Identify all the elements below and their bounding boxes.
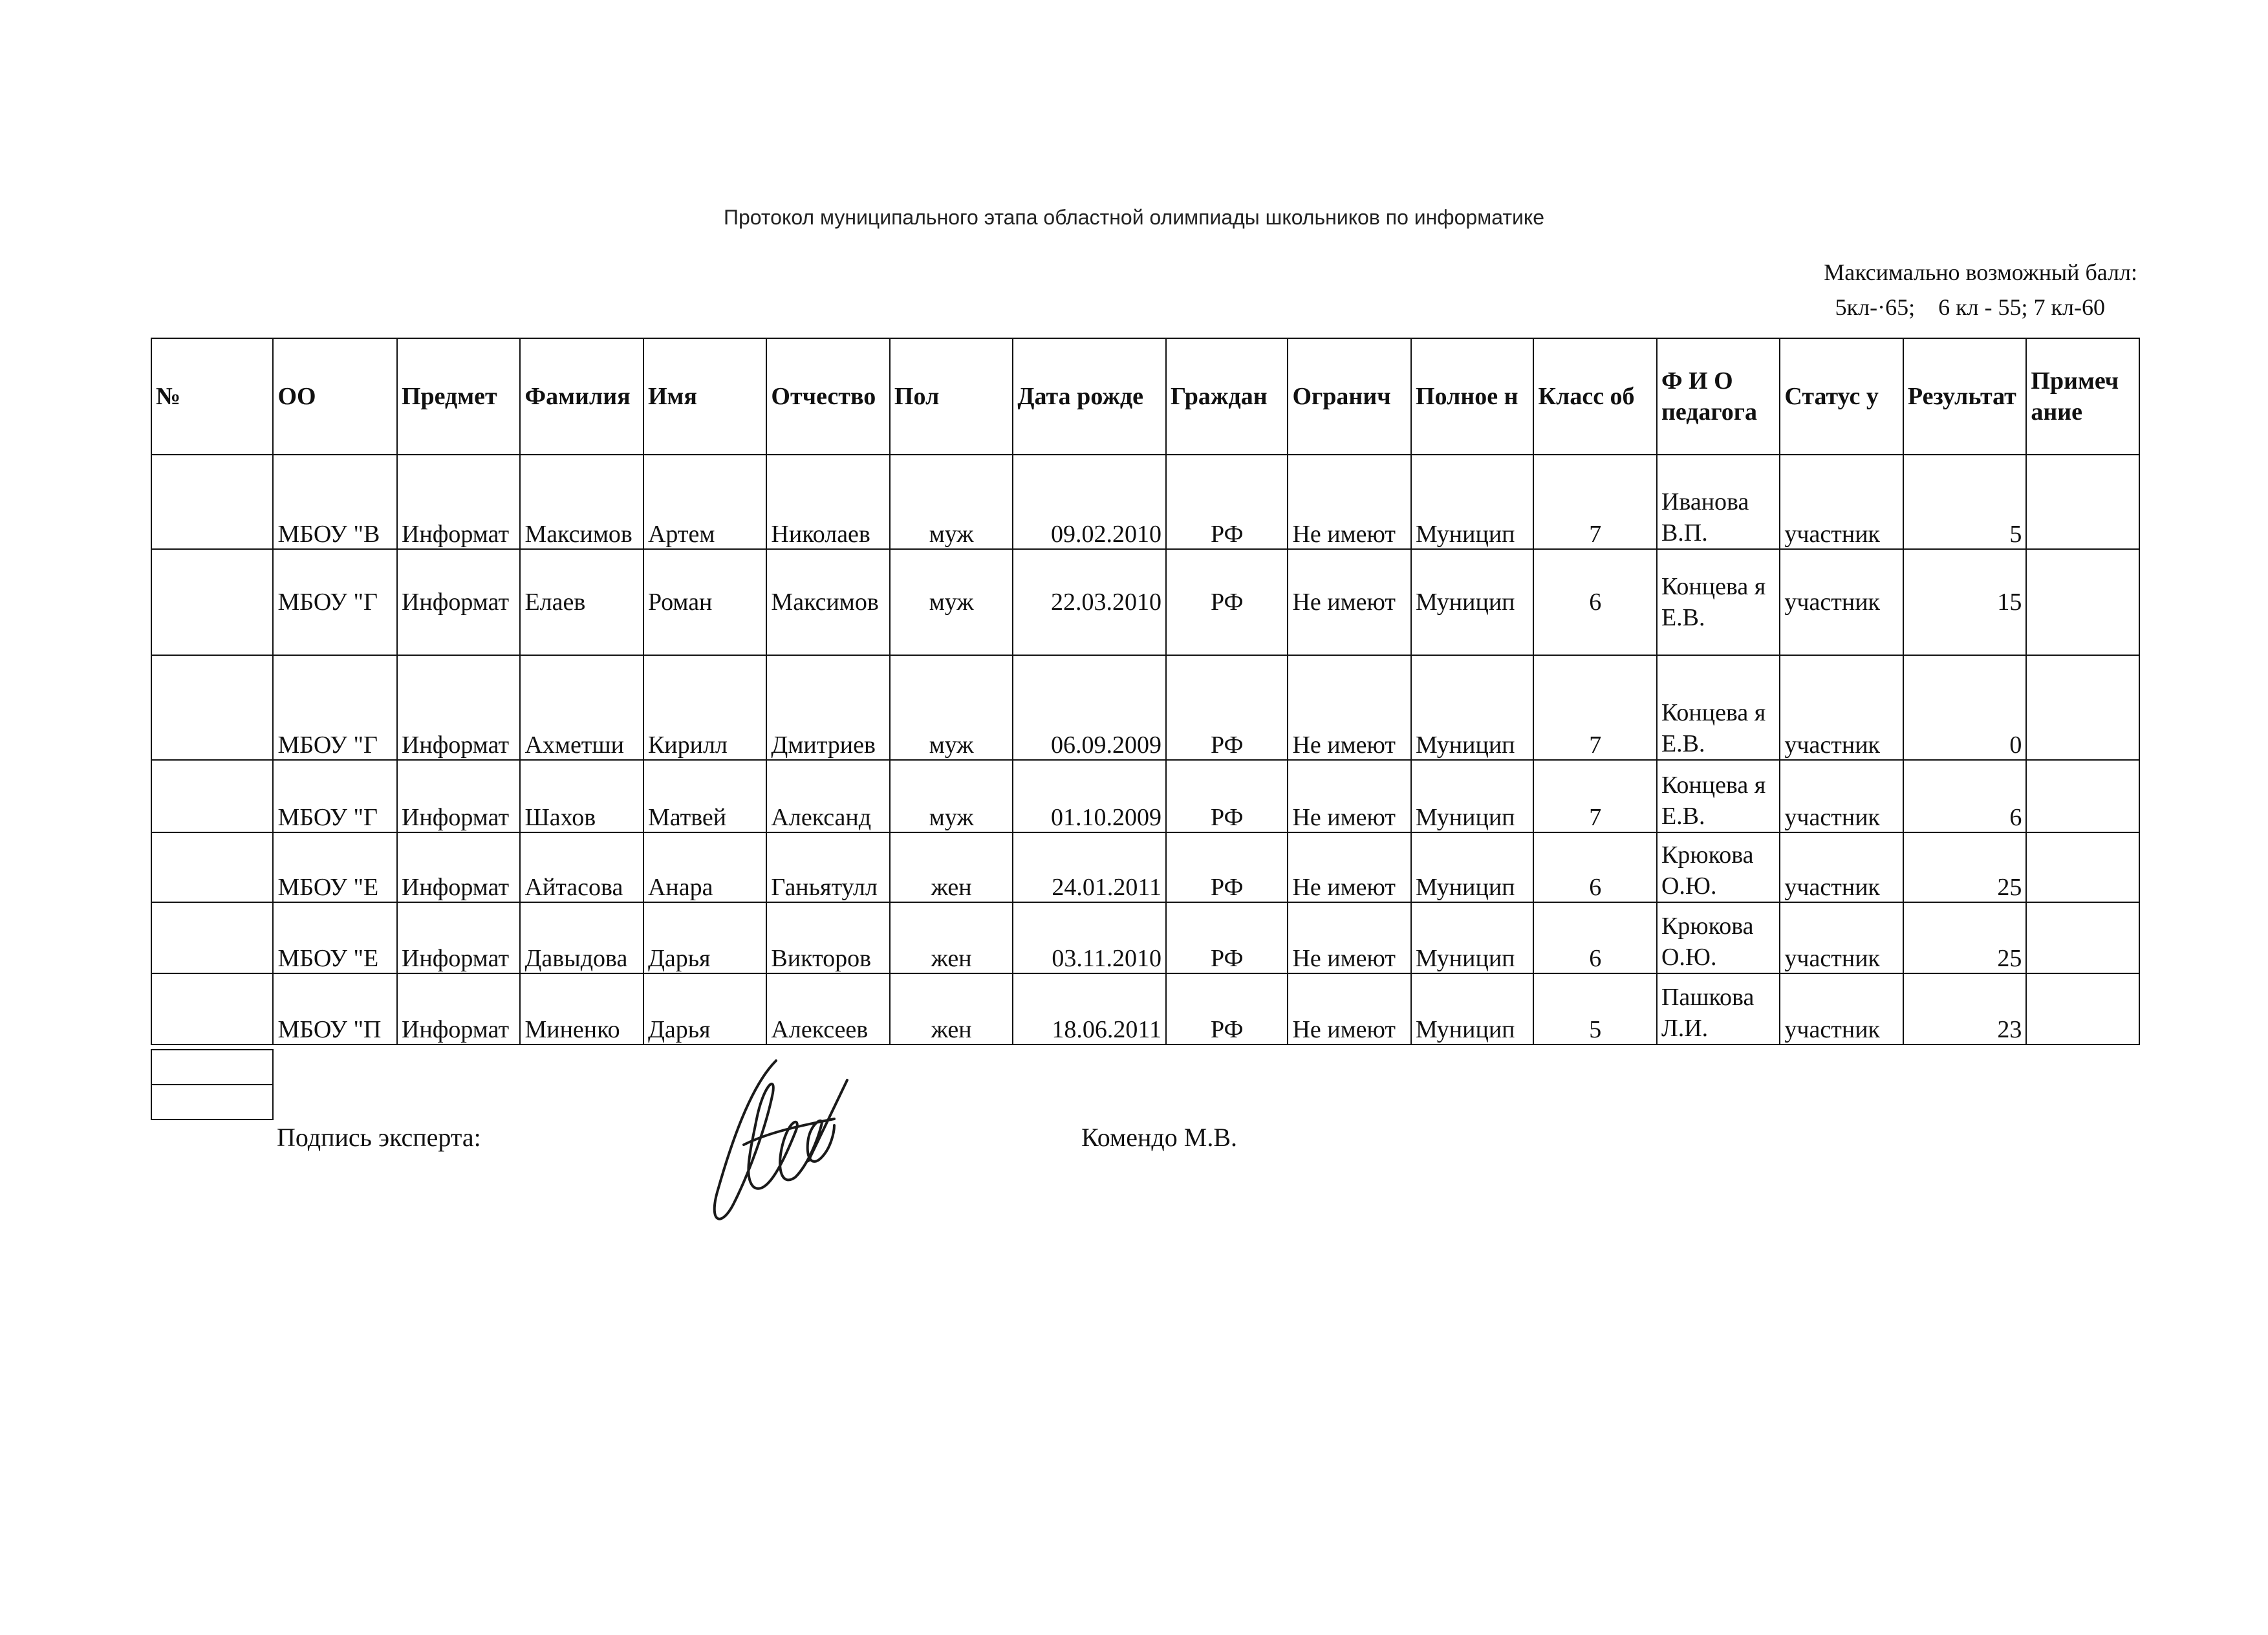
cell-num [151,902,273,973]
cell-limits: Не имеют [1288,549,1410,655]
cell-limits: Не имеют [1288,902,1410,973]
cell-name: Артем [643,455,766,549]
cell-citizenship: РФ [1166,902,1288,973]
cell-num [151,973,273,1045]
cell-name: Роман [643,549,766,655]
cell-fullname: Муницип [1411,973,1533,1045]
cell-patronymic: Александ [766,760,889,832]
expert-signature [705,1048,854,1235]
cell-fullname: Муницип [1411,902,1533,973]
cell-result: 25 [1903,902,2026,973]
table-row [151,455,2139,549]
cell-limits: Не имеют [1288,760,1410,832]
cell-teacher: Концева я Е.В. [1657,760,1780,832]
cell-citizenship: РФ [1166,832,1288,902]
cell-result: 23 [1903,973,2026,1045]
col-header-num: № [151,338,273,455]
cell-teacher: Пашкова Л.И. [1657,973,1780,1045]
cell-surname: Айтасова [520,832,643,902]
cell-patronymic: Максимов [766,549,889,655]
empty-cell [151,1085,273,1120]
cell-subject: Информат [397,832,520,902]
cell-num [151,655,273,760]
max-score-block [1685,255,2137,325]
cell-status: участник [1780,832,1903,902]
cell-fullname: Муницип [1411,549,1533,655]
cell-birthdate: 24.01.2011 [1013,832,1166,902]
cell-oo: МБОУ "Е [273,902,396,973]
cell-grade: 6 [1533,902,1656,973]
cell-num [151,455,273,549]
cell-name: Дарья [643,973,766,1045]
cell-citizenship: РФ [1166,455,1288,549]
col-header-sex: Пол [890,338,1013,455]
cell-birthdate: 22.03.2010 [1013,549,1166,655]
cell-limits: Не имеют [1288,455,1410,549]
cell-status: участник [1780,902,1903,973]
cell-fullname: Муницип [1411,655,1533,760]
cell-subject: Информат [397,655,520,760]
cell-limits: Не имеют [1288,655,1410,760]
cell-note [2026,973,2139,1045]
cell-patronymic: Дмитриев [766,655,889,760]
cell-teacher: Иванова В.П. [1657,455,1780,549]
header-row [151,338,2139,455]
cell-birthdate: 18.06.2011 [1013,973,1166,1045]
cell-name: Анара [643,832,766,902]
cell-oo: МБОУ "Г [273,549,396,655]
table-row [151,973,2139,1045]
empty-number-cells [151,1049,274,1120]
cell-result: 0 [1903,655,2026,760]
cell-oo: МБОУ "Е [273,832,396,902]
col-header-birthdate: Дата рожде [1013,338,1166,455]
col-header-status: Статус у [1780,338,1903,455]
cell-note [2026,549,2139,655]
cell-patronymic: Николаев [766,455,889,549]
cell-grade: 6 [1533,832,1656,902]
cell-sex: муж [890,655,1013,760]
table-row [151,902,2139,973]
cell-birthdate: 06.09.2009 [1013,655,1166,760]
cell-surname: Ахметши [520,655,643,760]
table-row [151,832,2139,902]
cell-status: участник [1780,760,1903,832]
cell-fullname: Муницип [1411,832,1533,902]
cell-citizenship: РФ [1166,549,1288,655]
cell-subject: Информат [397,902,520,973]
cell-oo: МБОУ "В [273,455,396,549]
col-header-result: Результат [1903,338,2026,455]
cell-oo: МБОУ "Г [273,760,396,832]
cell-fullname: Муницип [1411,455,1533,549]
col-header-name: Имя [643,338,766,455]
cell-num [151,549,273,655]
cell-grade: 6 [1533,549,1656,655]
cell-patronymic: Алексеев [766,973,889,1045]
cell-grade: 7 [1533,655,1656,760]
col-header-fullname: Полное н [1411,338,1533,455]
cell-teacher: Концева я Е.В. [1657,549,1780,655]
table-row [151,549,2139,655]
cell-note [2026,902,2139,973]
cell-citizenship: РФ [1166,760,1288,832]
results-table [151,338,2140,1045]
cell-limits: Не имеют [1288,973,1410,1045]
cell-grade: 7 [1533,455,1656,549]
col-header-teacher: Ф И О педагога [1657,338,1780,455]
col-header-grade: Класс об [1533,338,1656,455]
cell-oo: МБОУ "П [273,973,396,1045]
cell-name: Матвей [643,760,766,832]
cell-birthdate: 09.02.2010 [1013,455,1166,549]
cell-limits: Не имеют [1288,832,1410,902]
cell-grade: 7 [1533,760,1656,832]
cell-citizenship: РФ [1166,973,1288,1045]
cell-note [2026,832,2139,902]
cell-sex: муж [890,549,1013,655]
cell-surname: Шахов [520,760,643,832]
cell-result: 15 [1903,549,2026,655]
cell-note [2026,760,2139,832]
cell-birthdate: 03.11.2010 [1013,902,1166,973]
cell-sex: муж [890,455,1013,549]
col-header-limits: Огранич [1288,338,1410,455]
max-score-label: Максимально возможный балл: [1824,259,2137,285]
cell-status: участник [1780,455,1903,549]
cell-birthdate: 01.10.2009 [1013,760,1166,832]
cell-sex: жен [890,973,1013,1045]
expert-name: Комендо М.В. [1081,1123,1237,1152]
col-header-note: Примеч ание [2026,338,2139,455]
col-header-subject: Предмет [397,338,520,455]
table-row [151,760,2139,832]
col-header-oo: ОО [273,338,396,455]
cell-fullname: Муницип [1411,760,1533,832]
cell-subject: Информат [397,760,520,832]
cell-status: участник [1780,973,1903,1045]
cell-sex: жен [890,902,1013,973]
cell-name: Кирилл [643,655,766,760]
cell-sex: муж [890,760,1013,832]
cell-surname: Миненко [520,973,643,1045]
cell-num [151,760,273,832]
signature-label: Подпись эксперта: [277,1123,481,1152]
cell-subject: Информат [397,549,520,655]
cell-result: 25 [1903,832,2026,902]
cell-oo: МБОУ "Г [273,655,396,760]
cell-status: участник [1780,549,1903,655]
cell-num [151,832,273,902]
cell-surname: Максимов [520,455,643,549]
col-header-citizenship: Граждан [1166,338,1288,455]
cell-name: Дарья [643,902,766,973]
cell-patronymic: Ганьятулл [766,832,889,902]
max-score-values: 5кл-·65; 6 кл - 55; 7 кл-60 [1835,294,2105,320]
cell-teacher: Концева я Е.В. [1657,655,1780,760]
cell-surname: Давыдова [520,902,643,973]
cell-citizenship: РФ [1166,655,1288,760]
table-row [151,655,2139,760]
col-header-patronymic: Отчество [766,338,889,455]
cell-sex: жен [890,832,1013,902]
cell-grade: 5 [1533,973,1656,1045]
col-header-surname: Фамилия [520,338,643,455]
protocol-title: Протокол муниципального этапа областной олимпиады школьников по информатике [723,206,1544,229]
cell-note [2026,655,2139,760]
cell-patronymic: Викторов [766,902,889,973]
cell-subject: Информат [397,973,520,1045]
cell-note [2026,455,2139,549]
cell-result: 5 [1903,455,2026,549]
cell-subject: Информат [397,455,520,549]
empty-cell [151,1050,273,1085]
cell-status: участник [1780,655,1903,760]
cell-teacher: Крюкова О.Ю. [1657,902,1780,973]
cell-surname: Елаев [520,549,643,655]
cell-teacher: Крюкова О.Ю. [1657,832,1780,902]
cell-result: 6 [1903,760,2026,832]
